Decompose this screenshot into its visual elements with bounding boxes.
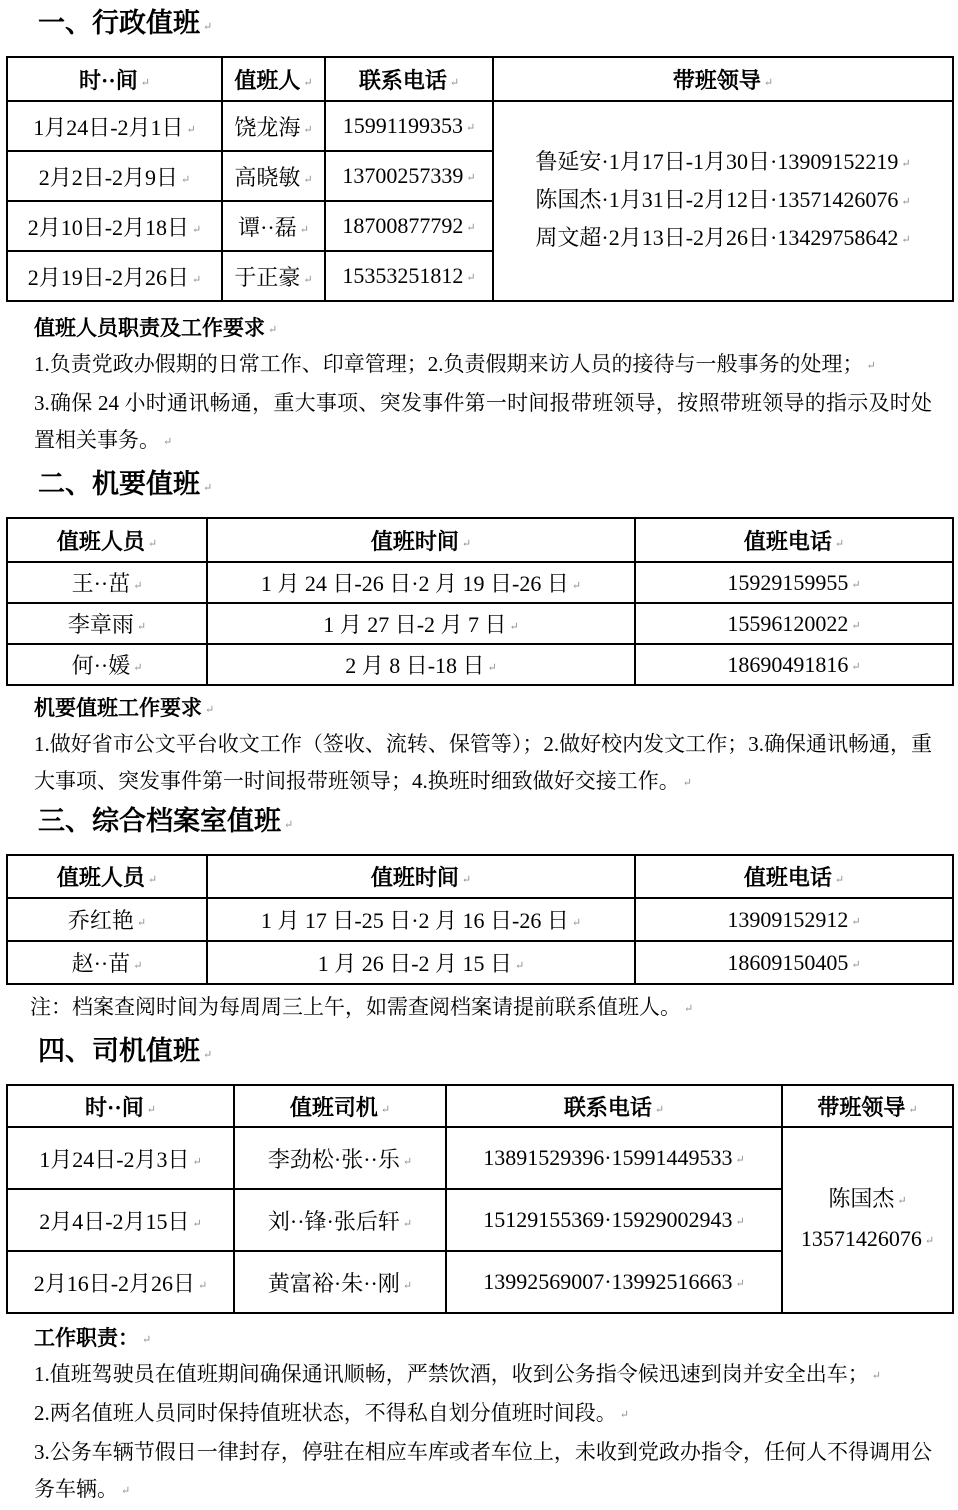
header-text: 时··间 — [85, 1094, 144, 1120]
paragraph-mark-icon: ↵ — [402, 1279, 413, 1292]
admin-header-row — [7, 57, 953, 101]
table-row — [7, 898, 953, 941]
paragraph-mark-icon: ↵ — [834, 537, 845, 550]
cell-phone — [635, 562, 953, 603]
header-text: 值班人 — [234, 67, 301, 93]
paragraph-mark-icon: ↵ — [192, 273, 202, 286]
driver-duty-table — [6, 1084, 954, 1314]
cell-phone — [325, 251, 493, 301]
paragraph-mark-icon: ↵ — [146, 1103, 156, 1116]
confidential-duty-table — [6, 517, 954, 686]
paragraph-mark-icon: ↵ — [303, 173, 313, 186]
paragraph-mark-icon: ↵ — [684, 1003, 694, 1015]
cell-text: 乔红艳 — [67, 908, 134, 933]
leader-line — [496, 220, 950, 258]
paragraph-mark-icon: ↵ — [851, 578, 861, 591]
note-text: 注：档案查阅时间为每周周三上午，如需查阅档案请提前联系值班人。 — [30, 995, 681, 1019]
cell-time — [207, 898, 635, 941]
cell-text: 2 月 8 日-18 日 — [345, 653, 485, 678]
cell-text: 何··媛 — [71, 653, 131, 678]
header-text: 值班司机 — [289, 1094, 378, 1120]
paragraph-mark-icon: ↵ — [619, 1409, 629, 1421]
paragraph-mark-icon: ↵ — [192, 223, 202, 236]
paragraph-mark-icon: ↵ — [133, 580, 143, 592]
cell-time — [7, 101, 222, 151]
driver-notes-title — [34, 1322, 930, 1356]
paragraph-mark-icon: ↵ — [851, 915, 861, 928]
header-text: 值班电话 — [743, 865, 832, 890]
paragraph-mark-icon: ↵ — [735, 1216, 745, 1228]
leader-text: 陈国杰 — [828, 1186, 895, 1211]
paragraph-mark-icon: ↵ — [571, 580, 582, 592]
paragraph-mark-icon: ↵ — [192, 1217, 202, 1230]
paragraph-mark-icon: ↵ — [205, 704, 215, 716]
archive-duty-table — [6, 854, 954, 985]
cell-text: 2月16日-2月26日 — [33, 1270, 196, 1296]
cell-text: 1 月 24 日-26 日·2 月 19 日-26 日 — [260, 571, 569, 596]
paragraph-mark-icon: ↵ — [466, 222, 476, 234]
cell-text: 饶龙海 — [234, 114, 301, 140]
paragraph-mark-icon: ↵ — [133, 960, 143, 972]
paragraph-mark-icon: ↵ — [147, 874, 158, 886]
paragraph-mark-icon: ↵ — [181, 173, 191, 186]
cell-time — [7, 151, 222, 201]
note-text: 机要值班工作要求 — [34, 696, 202, 720]
paragraph-mark-icon: ↵ — [303, 123, 313, 136]
cell-person — [7, 562, 207, 603]
archive-header-row — [7, 855, 953, 898]
cell-person — [222, 101, 325, 151]
driver-note-line — [34, 1356, 932, 1395]
col-header-time — [207, 855, 635, 898]
col-header-phone — [325, 57, 493, 101]
header-text: 值班时间 — [370, 865, 459, 890]
col-header-time — [7, 57, 222, 101]
cell-text: 13700257339 — [342, 163, 464, 188]
col-header-person — [222, 57, 325, 101]
col-header-person — [7, 518, 207, 562]
cell-driver — [234, 1189, 446, 1251]
cell-phone — [635, 898, 953, 941]
col-header-time — [7, 1085, 234, 1127]
cell-time — [207, 603, 635, 644]
cell-phone — [635, 644, 953, 685]
admin-note-line — [34, 346, 932, 385]
cell-driver — [234, 1251, 446, 1313]
cell-text: 13891529396·15991449533 — [483, 1145, 733, 1170]
header-text: 值班时间 — [370, 528, 459, 554]
cell-text: 2月2日-2月9日 — [38, 164, 179, 190]
cell-person — [222, 151, 325, 201]
paragraph-mark-icon: ↵ — [303, 76, 313, 89]
col-header-phone — [446, 1085, 782, 1127]
cell-text: 1月24日-2月1日 — [33, 114, 184, 140]
confidential-note-line — [34, 726, 932, 802]
col-header-leader — [782, 1085, 953, 1127]
leader-phone — [785, 1220, 950, 1260]
paragraph-mark-icon: ↵ — [268, 324, 278, 336]
driver-note-line — [34, 1395, 932, 1434]
paragraph-mark-icon: ↵ — [682, 777, 692, 789]
cell-phone — [325, 101, 493, 151]
cell-driver — [234, 1127, 446, 1189]
paragraph-mark-icon: ↵ — [380, 1103, 391, 1116]
note-text: 1.做好省市公文平台收文工作（签收、流转、保管等）；2.做好校内发文工作；3.确保通讯畅通，重大事项、突发事件第一时间报带班领导；4.换班时细致做好交接工作。 — [34, 732, 932, 793]
paragraph-mark-icon: ↵ — [402, 1217, 413, 1230]
col-header-leader — [493, 57, 953, 101]
admin-note-line — [34, 385, 932, 461]
note-text: 1.负责党政办假期的日常工作、印章管理；2.负责假期来访人员的接待与一般事务的处理； — [34, 352, 864, 376]
paragraph-mark-icon: ↵ — [449, 76, 460, 89]
paragraph-mark-icon: ↵ — [203, 1049, 213, 1061]
paragraph-mark-icon: ↵ — [515, 960, 525, 972]
cell-text: 赵··苗 — [71, 951, 131, 976]
confidential-notes-title — [34, 692, 930, 726]
paragraph-mark-icon: ↵ — [299, 223, 309, 236]
note-text: 2.两名值班人员同时保持值班状态，不得私自划分值班时间段。 — [34, 1401, 617, 1425]
paragraph-mark-icon: ↵ — [461, 874, 472, 886]
table-row — [7, 562, 953, 603]
header-text: 值班人员 — [56, 865, 145, 890]
header-text: 联系电话 — [563, 1094, 652, 1120]
cell-text: 18690491816 — [727, 651, 849, 677]
leader-line — [496, 182, 950, 220]
cell-text: 2月10日-2月18日 — [27, 214, 190, 240]
cell-time — [7, 201, 222, 251]
cell-text: 13992569007·13992516663 — [483, 1269, 733, 1294]
cell-time — [207, 644, 635, 685]
cell-time — [7, 1127, 234, 1189]
table-row — [7, 1127, 953, 1189]
table-row — [7, 603, 953, 644]
cell-text: 2月19日-2月26日 — [27, 264, 190, 290]
paragraph-mark-icon: ↵ — [136, 621, 147, 633]
cell-text: 15596120022 — [727, 610, 849, 636]
note-text: 3.公务车辆节假日一律封存，停驻在相应车库或者车位上，未收到党政办指令，任何人不得调用公务车辆。 — [34, 1440, 932, 1501]
table-row — [7, 101, 953, 151]
note-text: 3.确保 24 小时通讯畅通，重大事项、突发事件第一时间报带班领导，按照带班领导的指示及时处置相关事务。 — [34, 391, 932, 452]
heading-text: 四、司机值班 — [38, 1036, 200, 1066]
cell-phone — [325, 201, 493, 251]
paragraph-mark-icon: ↵ — [735, 1278, 745, 1290]
cell-text: 13909152912 — [727, 906, 849, 932]
cell-text: 15353251812 — [342, 263, 464, 288]
admin-duty-table — [6, 56, 954, 302]
paragraph-mark-icon: ↵ — [654, 1103, 665, 1116]
col-header-phone — [635, 518, 953, 562]
paragraph-mark-icon: ↵ — [466, 172, 476, 184]
note-text: 工作职责： — [34, 1326, 139, 1350]
heading-text: 二、机要值班 — [38, 469, 200, 499]
cell-phone — [446, 1251, 782, 1313]
archive-note-line — [30, 989, 932, 1028]
paragraph-mark-icon: ↵ — [571, 917, 582, 929]
header-text: 值班人员 — [56, 528, 145, 554]
heading-text: 三、综合档案室值班 — [38, 806, 281, 836]
cell-text: 黄富裕·朱··刚 — [267, 1270, 400, 1296]
paragraph-mark-icon: ↵ — [203, 21, 213, 33]
paragraph-mark-icon: ↵ — [897, 1195, 907, 1207]
paragraph-mark-icon: ↵ — [509, 621, 519, 633]
driver-note-line — [34, 1434, 932, 1510]
paragraph-mark-icon: ↵ — [133, 662, 143, 674]
paragraph-mark-icon: ↵ — [908, 1103, 918, 1116]
paragraph-mark-icon: ↵ — [466, 272, 476, 284]
cell-phone — [635, 603, 953, 644]
paragraph-mark-icon: ↵ — [901, 158, 911, 170]
cell-text: 15929159955 — [727, 569, 849, 595]
section-heading-archive — [38, 804, 958, 842]
cell-text: 王··茁 — [71, 571, 131, 596]
paragraph-mark-icon: ↵ — [192, 1155, 202, 1168]
paragraph-mark-icon: ↵ — [901, 234, 911, 246]
paragraph-mark-icon: ↵ — [901, 196, 911, 208]
header-text: 时··间 — [79, 67, 138, 93]
paragraph-mark-icon: ↵ — [142, 1334, 152, 1346]
paragraph-mark-icon: ↵ — [163, 436, 173, 448]
paragraph-mark-icon: ↵ — [735, 1154, 745, 1166]
cell-person — [7, 941, 207, 984]
leader-cell — [782, 1127, 953, 1313]
table-row — [7, 644, 953, 685]
header-text: 联系电话 — [358, 67, 447, 93]
cell-text: 高晓敏 — [234, 164, 301, 190]
cell-text: 18700877792 — [342, 213, 464, 238]
note-text: 值班人员职责及工作要求 — [34, 316, 265, 340]
col-header-phone — [635, 855, 953, 898]
cell-phone — [635, 941, 953, 984]
section-heading-admin — [38, 6, 958, 44]
confidential-header-row — [7, 518, 953, 562]
cell-text: 1 月 26 日-2 月 15 日 — [317, 951, 513, 976]
paragraph-mark-icon: ↵ — [851, 619, 861, 632]
cell-text: 18609150405 — [727, 949, 849, 975]
cell-text: 李章雨 — [67, 612, 134, 637]
paragraph-mark-icon: ↵ — [851, 958, 861, 971]
paragraph-mark-icon: ↵ — [924, 1235, 935, 1247]
paragraph-mark-icon: ↵ — [303, 273, 313, 286]
paragraph-mark-icon: ↵ — [834, 874, 845, 886]
paragraph-mark-icon: ↵ — [284, 819, 294, 831]
cell-time — [7, 1189, 234, 1251]
driver-header-row — [7, 1085, 953, 1127]
paragraph-mark-icon: ↵ — [487, 662, 497, 674]
cell-phone — [325, 151, 493, 201]
header-text: 值班电话 — [743, 528, 832, 554]
cell-text: 1月24日-2月3日 — [39, 1146, 190, 1172]
paragraph-mark-icon: ↵ — [136, 917, 147, 929]
paragraph-mark-icon: ↵ — [402, 1155, 413, 1168]
cell-person — [222, 251, 325, 301]
leader-text: 周文超·2月13日-2月26日·13429758642 — [535, 225, 899, 250]
cell-text: 刘··锋·张后轩 — [267, 1208, 400, 1234]
note-text: 1.值班驾驶员在值班期间确保通讯顺畅，严禁饮酒，收到公务指令候迅速到岗并安全出车； — [34, 1362, 869, 1386]
cell-text: 于正豪 — [234, 264, 301, 290]
paragraph-mark-icon: ↵ — [198, 1279, 208, 1292]
paragraph-mark-icon: ↵ — [763, 76, 774, 89]
cell-text: 1 月 27 日-2 月 7 日 — [323, 612, 507, 637]
leader-text: 陈国杰·1月31日-2月12日·13571426076 — [535, 187, 899, 212]
cell-person — [7, 898, 207, 941]
table-row — [7, 941, 953, 984]
leader-cell — [493, 101, 953, 301]
admin-notes-title — [34, 312, 930, 346]
leader-text: 鲁延安·1月17日-1月30日·13909152219 — [535, 149, 899, 174]
paragraph-mark-icon: ↵ — [203, 482, 213, 494]
cell-phone — [446, 1189, 782, 1251]
paragraph-mark-icon: ↵ — [140, 76, 150, 89]
paragraph-mark-icon: ↵ — [461, 537, 472, 550]
cell-person — [7, 603, 207, 644]
cell-text: 2月4日-2月15日 — [39, 1208, 190, 1234]
cell-phone — [446, 1127, 782, 1189]
col-header-person — [7, 855, 207, 898]
section-heading-confidential — [38, 467, 958, 505]
cell-time — [207, 941, 635, 984]
paragraph-mark-icon: ↵ — [147, 537, 158, 550]
col-header-driver — [234, 1085, 446, 1127]
leader-line — [496, 144, 950, 182]
header-text: 带班领导 — [672, 67, 761, 93]
paragraph-mark-icon: ↵ — [866, 360, 876, 372]
cell-text: 1 月 17 日-25 日·2 月 16 日-26 日 — [260, 908, 569, 933]
cell-text: 15991199353 — [342, 113, 463, 138]
paragraph-mark-icon: ↵ — [121, 1485, 131, 1497]
leader-text: 13571426076 — [800, 1226, 922, 1251]
cell-text: 谭··磊 — [238, 214, 297, 240]
heading-text: 一、行政值班 — [38, 8, 200, 38]
cell-time — [207, 562, 635, 603]
cell-person — [7, 644, 207, 685]
cell-time — [7, 1251, 234, 1313]
cell-person — [222, 201, 325, 251]
cell-text: 李劲松·张··乐 — [267, 1146, 400, 1172]
paragraph-mark-icon: ↵ — [871, 1370, 881, 1382]
col-header-time — [207, 518, 635, 562]
paragraph-mark-icon: ↵ — [465, 122, 476, 134]
paragraph-mark-icon: ↵ — [186, 123, 196, 136]
section-heading-driver — [38, 1034, 958, 1072]
paragraph-mark-icon: ↵ — [851, 660, 861, 673]
header-text: 带班领导 — [817, 1094, 906, 1120]
leader-name — [785, 1180, 950, 1220]
cell-text: 15129155369·15929002943 — [483, 1207, 733, 1232]
cell-time — [7, 251, 222, 301]
